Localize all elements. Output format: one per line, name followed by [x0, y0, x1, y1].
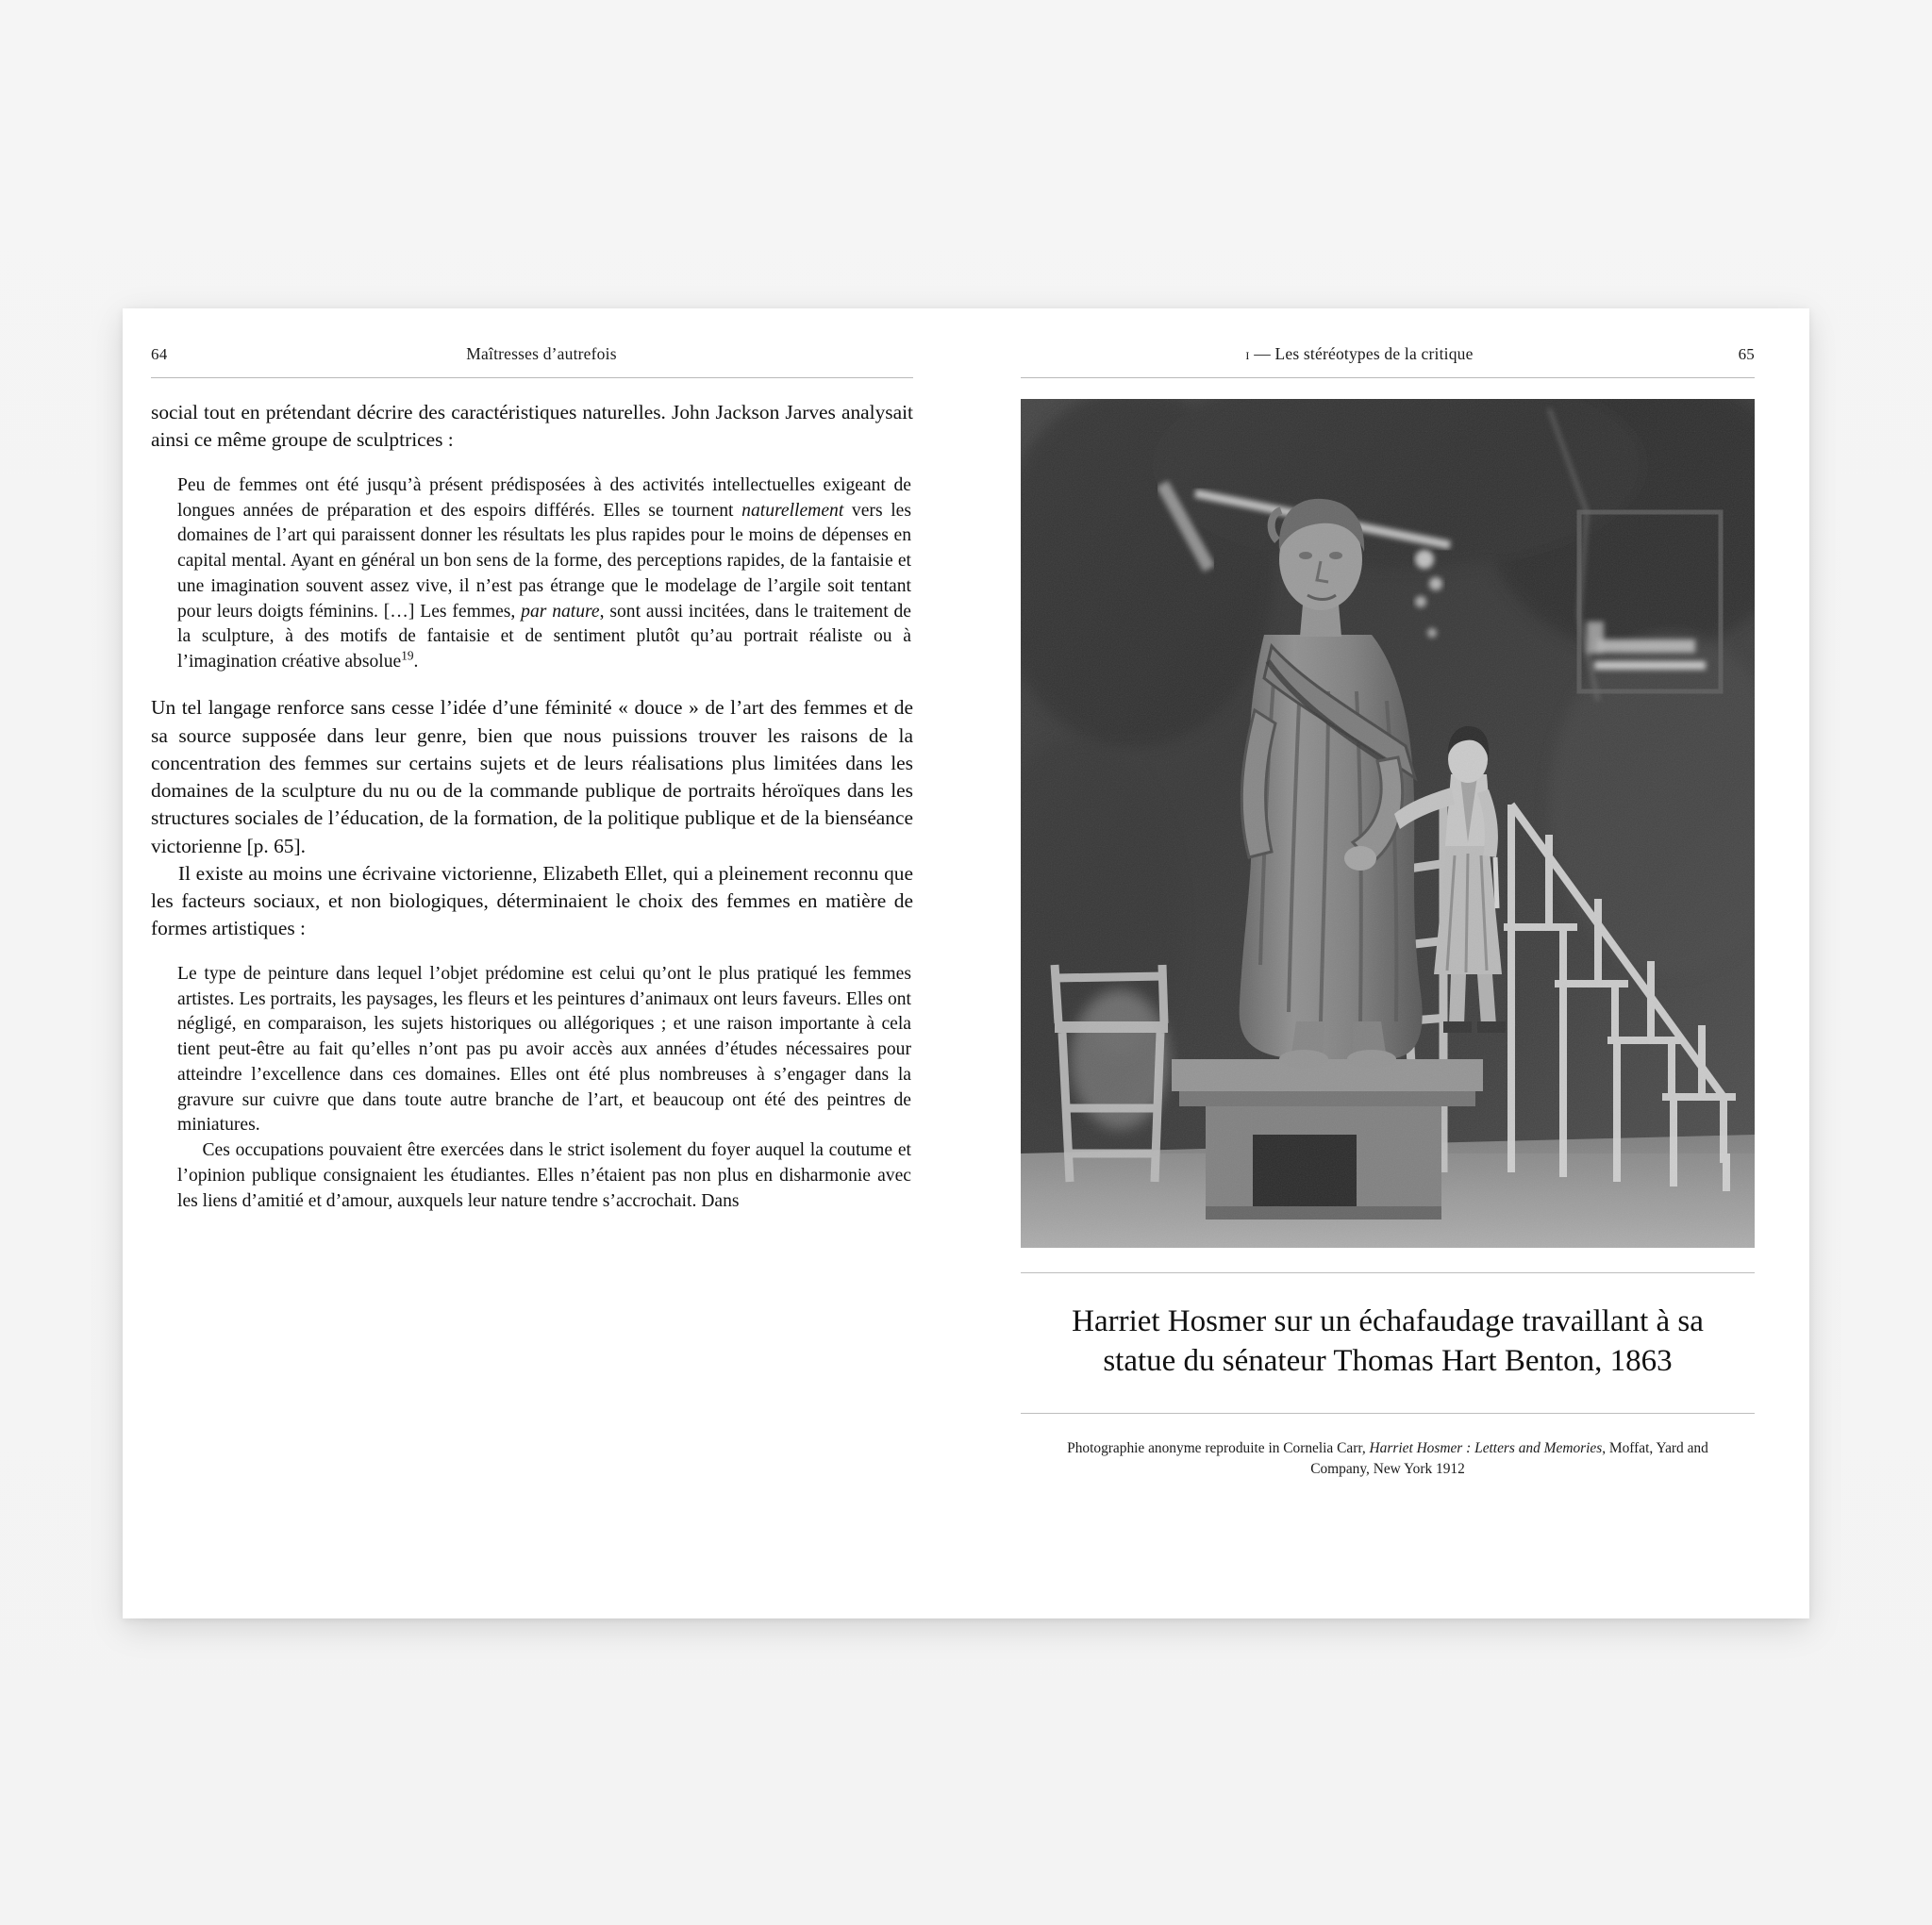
credit-part-c: , Moffat, Yard and Company, New York 1912 [1310, 1440, 1708, 1478]
page-right [966, 308, 1809, 1618]
caption-rule-top [1021, 1272, 1755, 1273]
photograph-graphic [1021, 399, 1755, 1248]
quote1-italic-naturellement: naturellement [741, 500, 844, 521]
credit-part-a: Photographie anonyme reproduite in Cornelia Carr, [1067, 1440, 1370, 1457]
running-head-title-right [1021, 344, 1641, 364]
book-spread [123, 308, 1809, 1618]
quote1-part-a: Peu de femmes ont été jusqu’à présent prédisposées à des activités intellectuelles exigeant de longues années de préparation et des espoirs différés. Elles se tournent [177, 475, 911, 521]
quote1-part-b: vers les domaines de l’art qui paraissent donner les résultats les plus rapides pour le moins de dépenses en capital mental. Ayant en général un bon sens de la forme, des perceptions rapides, de la fantaisie et une imagination souvent assez vive, il n’est pas étrange que le modelage de l’argile soit tentant pour leurs doigts féminins. […] Les femmes, [177, 500, 911, 622]
figure-block [1021, 399, 1755, 1480]
running-head-title-left: Maîtresses d’autrefois [466, 344, 617, 363]
credit-italic-title: Harriet Hosmer : [1369, 1440, 1472, 1457]
running-head-right [1021, 344, 1755, 369]
figure-credit [1021, 1438, 1755, 1480]
body-text-left [151, 399, 913, 1214]
block-quote-jarves [151, 473, 913, 675]
figure-photograph [1021, 399, 1755, 1248]
running-head-rule-left [151, 377, 913, 378]
credit-italic-subtitle: Letters and Memories [1474, 1440, 1603, 1457]
footnote-marker-19[interactable]: 19 [401, 648, 414, 663]
figure-caption: Harriet Hosmer sur un échafaudage travaillant à sa statue du sénateur Thomas Hart Benton, 1863 [1072, 1304, 1704, 1379]
paragraph-opening: social tout en prétendant décrire des caractéristiques naturelles. John Jackson Jarves analysait ainsi ce même groupe de sculptrices : [151, 401, 913, 452]
page-left [123, 308, 966, 1618]
quote1-italic-par-nature: par nature [521, 601, 600, 622]
running-head-dash: — [1249, 344, 1275, 363]
block-quote-ellet-paragraph-1: Le type de peinture dans lequel l’objet prédomine est celui qu’ont le plus pratiqué les femmes artistes. Les portraits, les paysages, les fleurs et les peintures d’animaux ont leurs faveurs. Elles ont négligé, en comparaison, les sujets historiques ou allégoriques ; et une raison importante à cela tient peut-être au fait qu’elles n’ont pas pu avoir accès aux années d’études nécessaires pour atteindre l’excellence dans ces domaines. Elles ont été plus nombreuses à s’engager dans la gravure sur cuivre que dans toute autre branche de l’art, et beaucoup ont été des peintres de miniatures. [177, 964, 911, 1136]
chapter-number: i [1245, 344, 1250, 363]
quote1-part-c: , sont aussi incitées, dans le traitement de la sculpture, à des motifs de fantaisie et de sentiment plutôt qu’au portrait réaliste ou à l’imagination créative absolue [177, 601, 912, 672]
block-quote-ellet-paragraph-2: Ces occupations pouvaient être exercées dans le strict isolement du foyer auquel la coutume et l’opinion publique consignaient les étudiantes. Elles n’étaient pas non plus en disharmonie avec les liens d’amitié et d’amour, auxquels leur nature tendre s’accrochait. Dans [177, 1140, 911, 1211]
paragraph-elizabeth-ellet: Il existe au moins une écrivaine victorienne, Elizabeth Ellet, qui a pleinement reconnu que les facteurs sociaux, et non biologiques, déterminaient le choix des femmes en matière de formes artistiques : [151, 861, 913, 940]
caption-rule-bottom [1021, 1413, 1755, 1414]
quote1-part-d: . [413, 652, 419, 672]
folio-number-right: 65 [1738, 345, 1755, 363]
running-head-left [151, 344, 913, 369]
running-head-chapter-title: Les stéréotypes de la critique [1274, 344, 1474, 363]
block-quote-ellet [151, 962, 913, 1214]
folio-number-left: 64 [151, 345, 168, 363]
block-quote-jarves-text [177, 473, 911, 675]
paragraph-un-tel-langage: Un tel langage renforce sans cesse l’idée d’une féminité « douce » de l’art des femmes et de sa source supposée dans leur genre, bien que nous puissions trouver les raisons de la concentration des femmes sur certains sujets et de leurs réalisations plus limitées dans les domaines de la sculpture du nu ou de la commande publique de portraits héroïques dans les structures sociales de l’éducation, de la formation, de la politique publique et de la bienséance victorienne [p. 65]. [151, 696, 913, 857]
running-head-rule-right [1021, 377, 1755, 378]
